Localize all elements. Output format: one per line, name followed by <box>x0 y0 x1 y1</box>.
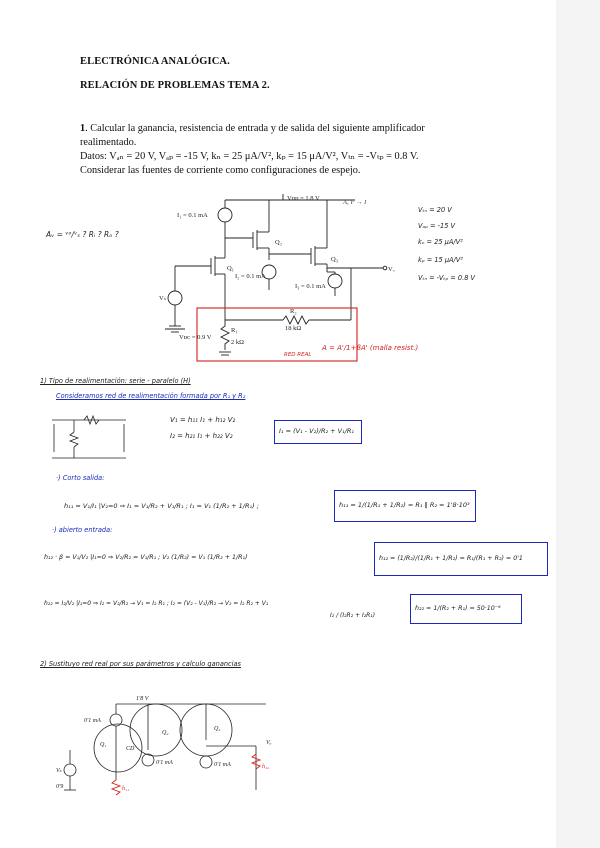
vo-label: Vₒ <box>388 266 395 273</box>
feedback-network-sketch <box>44 410 134 466</box>
open-input-heading: ·) abierto entrada: <box>52 526 113 534</box>
i2-label: I₂ = 0.1 mA <box>235 273 266 280</box>
h-param-eq-2: I₂ = h₂₁ I₁ + h₂₂ V₂ <box>170 432 233 440</box>
red-real-label: RED REAL <box>284 352 312 358</box>
h12-derivation: h₁₂ · β = V₁/V₂ |I₁=0 ⇒ V₂/R₂ = V₁/R₁ ; V₂ (1/R₂) = V₁ (1/R₂ + 1/R₁) <box>44 554 248 561</box>
result-box-3 <box>374 542 548 576</box>
amplifier-circuit <box>155 188 400 363</box>
h-param-eq-1: V₁ = h₁₁ I₁ + h₁₂ V₂ <box>170 416 236 424</box>
h22-intermediate: I₂ / (I₂R₂ + I₂R₁) <box>330 612 376 619</box>
side-note-1: Vₜₙ = 20 V <box>418 206 452 214</box>
asks-note: Aᵥ = ᵛᵒ/ᵛₛ ? Rᵢ ? Rₒ ? <box>46 230 119 239</box>
problems-title: RELACIÓN DE PROBLEMAS TEMA 2. <box>80 80 270 91</box>
c-i3: 0'1 mA <box>214 762 231 768</box>
c-h22: h₂₂ <box>262 764 270 770</box>
rf-label: R₂ <box>290 308 297 315</box>
viewer-margin <box>556 0 600 848</box>
h22-derivation: h₂₂ = I₂/V₂ |I₁=0 ⇒ I₂ = V₂/R₂ → V₁ = I₂ R₁ ; I₂ = (V₂ - V₁)/R₂ → V₂ = I₂ R₂ + V₁ <box>44 600 269 607</box>
rf-value: 18 kΩ <box>285 325 302 332</box>
problem-number: 1 <box>80 123 86 134</box>
course-title: ELECTRÓNICA ANALÓGICA. <box>80 56 230 67</box>
c-i1: 0'1 mA <box>84 718 101 724</box>
side-note-2: Vₐₚ = -15 V <box>418 222 456 230</box>
c-i2: 0'1 mA <box>156 760 173 766</box>
vdd-label: Vᴅᴅ = 1.8 V <box>287 195 320 202</box>
side-note-5: Vₜₙ = -Vₜₚ = 0.8 V <box>418 274 476 282</box>
q1-label: Q₁ <box>227 265 234 272</box>
problem-text-1: . Calcular la ganancia, resistencia de entrada y de salida del siguiente amplificador <box>85 123 425 134</box>
equivalent-circuit-sketch <box>56 690 296 802</box>
problem-statement <box>80 122 425 136</box>
side-note-3: kₙ = 25 μA/V² <box>418 238 463 246</box>
q3-label: Q₃ <box>331 256 338 263</box>
r1-label: R₁ <box>231 327 238 334</box>
problem-text-2: realimentado. <box>80 137 137 148</box>
c-q2: Q₂ <box>162 730 169 736</box>
c-vo: Vₒ <box>266 740 272 746</box>
c-vdc: 0'9 <box>56 784 64 790</box>
c-q1: Q₁ <box>100 742 107 748</box>
result-box-2 <box>334 490 476 522</box>
c-vs: Vₛ <box>56 768 62 774</box>
c-h11: h₁₁ <box>122 786 130 792</box>
q2-label: Q₂ <box>275 239 282 246</box>
side-note-4: kₚ = 15 μA/V² <box>418 256 463 264</box>
vdc-label: Vᴅᴄ = 0.9 V <box>179 334 212 341</box>
short-output-heading: ·) Corto salida: <box>56 474 105 482</box>
result-box-2-text: h₁₁ = 1/(1/R₁ + 1/R₂) = R₁ ‖ R₂ = 1'8·10³ <box>339 501 470 509</box>
vs-label: Vₛ <box>159 295 166 302</box>
c-q3: Q₃ <box>214 726 221 732</box>
section-2-heading: 2) Sustituyo red real por sus parámetros y calculo ganancias <box>40 660 241 668</box>
result-box-4-text: h₂₂ = 1/(R₂ + R₁) = 50·10⁻⁶ <box>415 605 501 612</box>
i3-label: I₃ = 0.1 mA <box>295 283 326 290</box>
result-box-1-text: I₁ = (V₁ - V₂)/R₂ + V₁/R₁ <box>279 427 355 435</box>
result-box-4 <box>410 594 522 624</box>
c-cd: CD <box>126 746 135 752</box>
feedback-formula-red: A = A'/1+βA' (malla resist.) <box>322 344 419 352</box>
problem-data: Datos: Vₐₙ = 20 V, Vₐₚ = -15 V, kₙ = 25 μA/V², kₚ = 15 μA/V², Vₜₙ = -Vₜₚ = 0.8 V. <box>80 151 419 162</box>
h11-derivation: h₁₁ = V₁/I₁ |V₂=0 ⇒ I₁ = V₁/R₂ + V₁/R₁ ; I₁ = V₁ (1/R₂ + 1/R₁) ; <box>64 502 259 510</box>
c-vdd: 1'8 V <box>136 696 149 702</box>
problem-text-3: Considerar las fuentes de corriente como configuraciones de espejo. <box>80 165 361 176</box>
result-box-3-text: h₁₂ = (1/R₂)/(1/R₁ + 1/R₂) = R₁/(R₁ + R₂) = 0'1 <box>379 555 523 562</box>
result-box-1 <box>274 420 362 444</box>
i1-label: I₁ = 0.1 mA <box>177 212 208 219</box>
section-1-subheading: Consideramos red de realimentación formada por R₁ y R₂ <box>56 392 246 400</box>
circuit-annotation: Aₓ F → I <box>343 199 367 206</box>
r1-value: 2 kΩ <box>231 339 244 346</box>
section-1-heading: 1) Tipo de realimentación: serie - paralelo (H) <box>40 377 191 385</box>
